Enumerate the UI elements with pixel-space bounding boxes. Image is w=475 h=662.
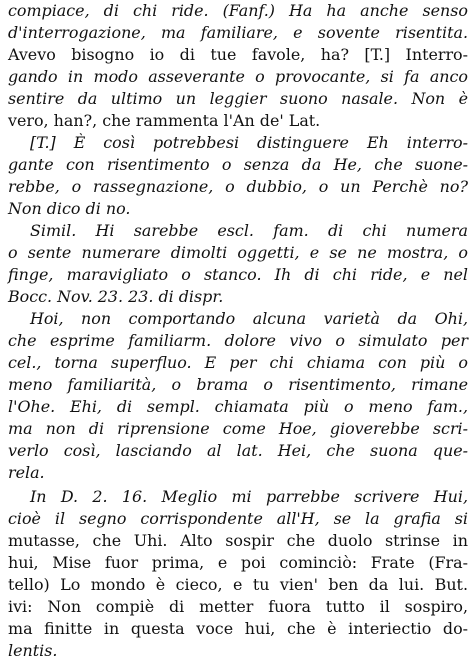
text-line-9: rebbe, o rassegnazione, o dubbio, o un Perchè no? [8,177,468,196]
dictionary-page-text [8,0,468,660]
text-line-1: compiace, di chi ride. (Fanf.) Ha ha anche senso [8,1,468,20]
text-line-11: Simil. Hi sarebbe escl. fam. di chi numera [30,221,468,240]
text-line-6: vero, han?, che rammenta l'An de' Lat. [8,111,321,130]
text-line-13: finge, maravigliato o stanco. Ih di chi ride, e nel [8,265,468,284]
text-line-15: Hoi, non comportando alcuna varietà da Ohi, [30,309,468,328]
text-line-17: cel., torna superfluo. E per chi chiama con più o [8,353,468,372]
text-line-18: meno familiarità, o brama o risentimento, rimane [8,375,468,394]
text-line-23: In D. 2. 16. Meglio mi parrebbe scrivere Hui, [30,487,468,506]
text-line-21: verlo così, lasciando al lat. Hei, che suona que- [8,441,468,460]
text-line-25: mutasse, che Uhi. Alto sospir che duolo strinse in [8,531,468,550]
text-line-22: rela. [8,463,45,482]
text-line-26: hui, Mise fuor prima, e poi cominciò: Frate (Fra- [8,553,468,572]
text-line-19: l'Ohe. Ehi, di sempl. chiamata più o meno fam., [8,397,468,416]
text-line-27: tello) Lo mondo è cieco, e tu vien' ben da lui. But. [8,575,468,594]
text-line-14: Bocc. Nov. 23. 23. di dispr. [8,287,224,306]
text-line-5: sentire da ultimo un leggier suono nasale. Non è [8,89,468,108]
text-line-16: che esprime familiarm. dolore vivo o simulato per [8,331,468,350]
text-line-20: ma non di riprensione come Hoe, gioverebbe scri- [8,419,468,438]
text-line-4: gando in modo asseverante o provocante, si fa anco [8,67,468,86]
text-line-12: o sente numerare dimolti oggetti, e se ne mostra, o [8,243,468,262]
text-line-29: ma finitte in questa voce hui, che è interiectio do- [8,619,468,638]
text-line-10: Non dico di no. [8,199,131,218]
text-line-3: Avevo bisogno io di tue favole, ha? [T.] Interro- [8,45,468,64]
text-line-24: cioè il segno corrispondente all'H, se la grafia si [8,509,468,528]
text-line-2: d'interrogazione, ma familiare, e sovente risentita. [8,23,468,42]
text-line-7: [T.] È così potrebbesi distinguere Eh interro- [30,133,468,152]
text-line-8: gante con risentimento o senza da He, che suone- [8,155,468,174]
text-line-28: ivi: Non compiè di metter fuora tutto il sospiro, [8,597,468,616]
text-line-30: lentis. [8,641,58,660]
